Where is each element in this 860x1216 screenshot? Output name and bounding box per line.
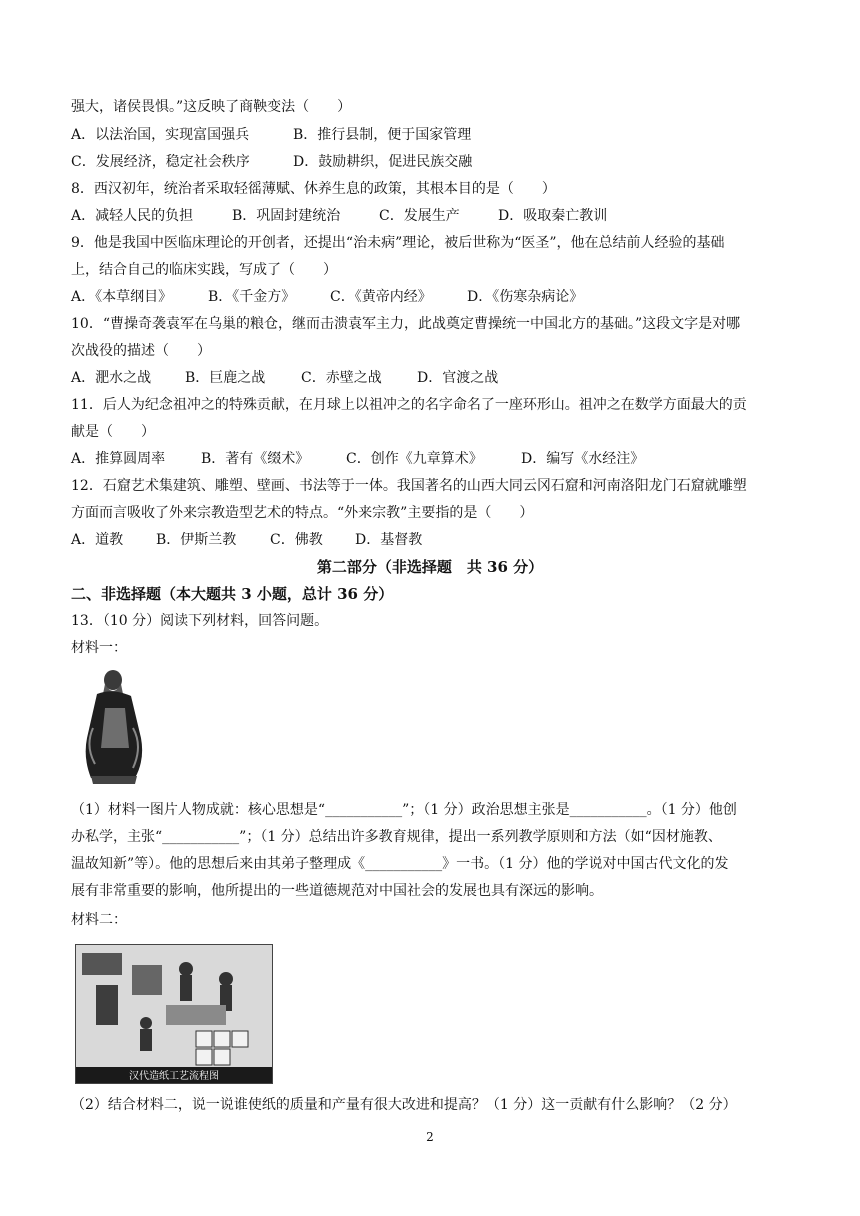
q7-options-row1 (71, 125, 471, 145)
q11-stem-line2: 献是（ ） (71, 424, 155, 440)
q9-stem-line2: 上，结合自己的临床实践，写成了（ ） (71, 262, 337, 278)
q10-option-d: D．官渡之战 (417, 370, 499, 386)
q13-part2-question: （2）结合材料二，说一说谁使纸的质量和产量有很大改进和提高？（1 分）这一贡献有什么影响？（2 分） (71, 1097, 737, 1113)
q13-part1-line2: 办私学，主张“___________”；（1 分）总结出许多教育规律，提出一系列教学原则和方法（如“因材施教、 (71, 829, 722, 845)
q7-option-d: D．鼓励耕织，促进民族交融 (293, 154, 473, 170)
q9-option-c: C．《黄帝内经》 (330, 289, 432, 305)
section-two-heading: 二、非选择题（本大题共 3 小题，总计 36 分） (71, 585, 394, 603)
q11-option-d: D．编写《水经注》 (521, 451, 645, 467)
q13-stem: 13．（10 分）阅读下列材料，回答问题。 (71, 613, 329, 629)
q13-part1-line3: 温故知新”等）。他的思想后来由其弟子整理成《___________》一书。（1 分）他的学说对中国古代文化的发 (71, 856, 729, 872)
q8-option-c: C．发展生产 (379, 208, 460, 224)
q11-option-c: C．创作《九章算术》 (346, 451, 483, 467)
part-two-heading: 第二部分（非选择题 共 36 分） (316, 558, 544, 576)
q10-options (71, 368, 498, 388)
q7-options-row2 (71, 152, 472, 172)
q11-options (71, 449, 644, 469)
q13-part1-line4: 展有非常重要的影响，他所提出的一些道德规范对中国社会的发展也具有深远的影响。 (71, 883, 603, 899)
q10-stem-line1: 10．“曹操奇袭袁军在乌巢的粮仓，继而击溃袁军主力，此战奠定曹操统一中国北方的基础。”这段文字是对哪 (71, 316, 741, 332)
q8-options (71, 206, 607, 226)
q9-option-d: D．《伤寒杂病论》 (467, 289, 584, 305)
q12-options (71, 530, 422, 550)
papermaking-process-image (75, 944, 273, 1084)
q7-option-a: A．以法治国，实现富国强兵 (71, 127, 250, 143)
q8-option-b: B．巩固封建统治 (232, 208, 341, 224)
papermaking-caption: 汉代造纸工艺流程图 (129, 1071, 219, 1082)
q12-option-d: D．基督教 (355, 532, 423, 548)
q7-option-c: C．发展经济，稳定社会秩序 (71, 154, 250, 170)
q9-options (71, 287, 583, 307)
confucius-portrait-image (75, 668, 153, 786)
q11-option-b: B．著有《缀术》 (201, 451, 310, 467)
q10-option-b: B．巨鹿之战 (185, 370, 266, 386)
q12-option-c: C．佛教 (270, 532, 323, 548)
q12-option-a: A．道教 (71, 532, 124, 548)
q11-option-a: A．推算圆周率 (71, 451, 166, 467)
q9-stem-line1: 9．他是我国中医临床理论的开创者，还提出“治未病”理论，被后世称为“医圣”，他在总结前人经验的基础 (71, 235, 725, 251)
q7-stem-end: 强大，诸侯畏惧。”这反映了商鞅变法（ ） (71, 99, 352, 115)
q13-part1-line1: （1）材料一图片人物成就：核心思想是“___________”；（1 分）政治思想主张是___________。（1 分）他创 (71, 802, 737, 818)
q10-stem-line2: 次战役的描述（ ） (71, 343, 211, 359)
q9-option-b: B．《千金方》 (208, 289, 296, 305)
page-number: 2 (426, 1130, 434, 1144)
q12-option-b: B．伊斯兰教 (156, 532, 237, 548)
q10-option-c: C．赤壁之战 (301, 370, 382, 386)
q8-option-d: D．吸取秦亡教训 (498, 208, 608, 224)
q8-option-a: A．减轻人民的负担 (71, 208, 194, 224)
q11-stem-line1: 11．后人为纪念祖冲之的特殊贡献，在月球上以祖冲之的名字命名了一座环形山。祖冲之在数学方面最大的贡 (71, 397, 747, 413)
material-one-label: 材料一： (71, 640, 127, 656)
q12-stem-line2: 方面而言吸收了外来宗教造型艺术的特点。“外来宗教”主要指的是（ ） (71, 505, 534, 521)
q9-option-a: A．《本草纲目》 (71, 289, 173, 305)
q7-option-b: B．推行县制，便于国家管理 (293, 127, 472, 143)
material-two-label: 材料二： (71, 912, 127, 928)
q12-stem-line1: 12．石窟艺术集建筑、雕塑、壁画、书法等于一体。我国著名的山西大同云冈石窟和河南洛阳龙门石窟就雕塑 (71, 478, 747, 494)
q8-stem: 8．西汉初年，统治者采取轻徭薄赋、休养生息的政策，其根本目的是（ ） (71, 181, 556, 197)
q10-option-a: A．淝水之战 (71, 370, 152, 386)
